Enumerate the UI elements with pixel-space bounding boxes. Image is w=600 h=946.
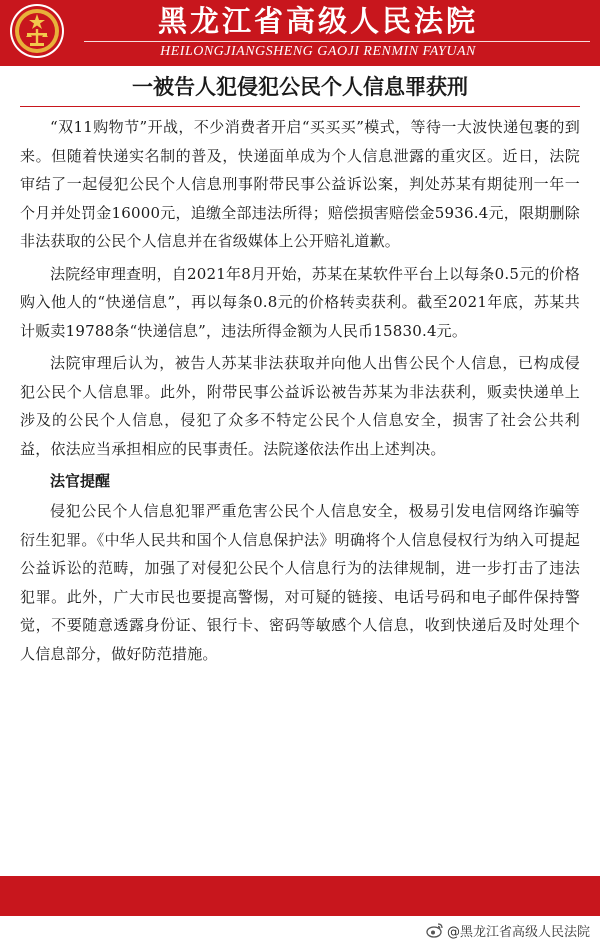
court-header-banner	[0, 0, 600, 66]
paragraph-intro: “双11购物节”开战，不少消费者开启“买买买”模式，等待一大波快递包裹的到来。但随着快递实名制的普及，快递面单成为个人信息泄露的重灾区。近日，法院审结了一起侵犯公民个人信息刑事附带民事公益诉讼案，判处苏某有期徒刑一年一个月并处罚金16000元，追缴全部违法所得；赔偿损害赔偿金5936.4元，限期删除非法获取的公民个人信息并在省级媒体上公开赔礼道歉。	[20, 118, 580, 250]
court-name-pinyin: HEILONGJIANGSHENG GAOJI RENMIN FAYUAN	[160, 44, 476, 59]
paragraph-reminder: 侵犯公民个人信息犯罪严重危害公民个人信息安全，极易引发电信网络诈骗等衍生犯罪。《中华人民共和国个人信息保护法》明确将个人信息侵权行为纳入可提起公益诉讼的范畴，加强了对侵犯公民个人信息行为的法律规制，进一步打击了违法犯罪。此外，广大市民也要提高警惕，对可疑的链接、电话号码和电子邮件保持警觉，不要随意透露身份证、银行卡、密码等敏感个人信息，收到快递后及时处理个人信息部分，做好防范措施。	[20, 502, 580, 663]
watermark-account-name: @黑龙江省高级人民法院	[446, 924, 590, 940]
article-title: 一被告人犯侵犯公民个人信息罪获刑	[132, 75, 468, 99]
header-divider	[84, 41, 590, 42]
weibo-icon	[426, 922, 444, 938]
weibo-watermark	[426, 919, 590, 941]
paragraph-ruling: 法院审理后认为，被告人苏某非法获取并向他人出售公民个人信息，已构成侵犯公民个人信息罪。此外，附带民事公益诉讼被告苏某为非法获利，贩卖快递单上涉及的公民个人信息，侵犯了众多不特定公民个人信息安全，损害了社会公共利益，依法应当承担相应的民事责任。法院遂依法作出上述判决。	[20, 354, 580, 458]
court-name-title: 黑龙江省高级人民法院	[157, 4, 478, 38]
article-body	[20, 113, 580, 672]
title-divider	[20, 106, 580, 107]
footer-banner	[0, 876, 600, 916]
section-heading-judge-reminder: 法官提醒	[50, 472, 111, 490]
paragraph-facts: 法院经审理查明，自2021年8月开始，苏某在某软件平台上以每条0.5元的价格购入他人的“快递信息”，再以每条0.8元的价格转卖获利。截至2021年底，苏某共计贩卖19788条“快递信息”，违法所得金额为人民币15830.4元。	[20, 264, 580, 340]
court-emblem-icon	[10, 4, 64, 58]
